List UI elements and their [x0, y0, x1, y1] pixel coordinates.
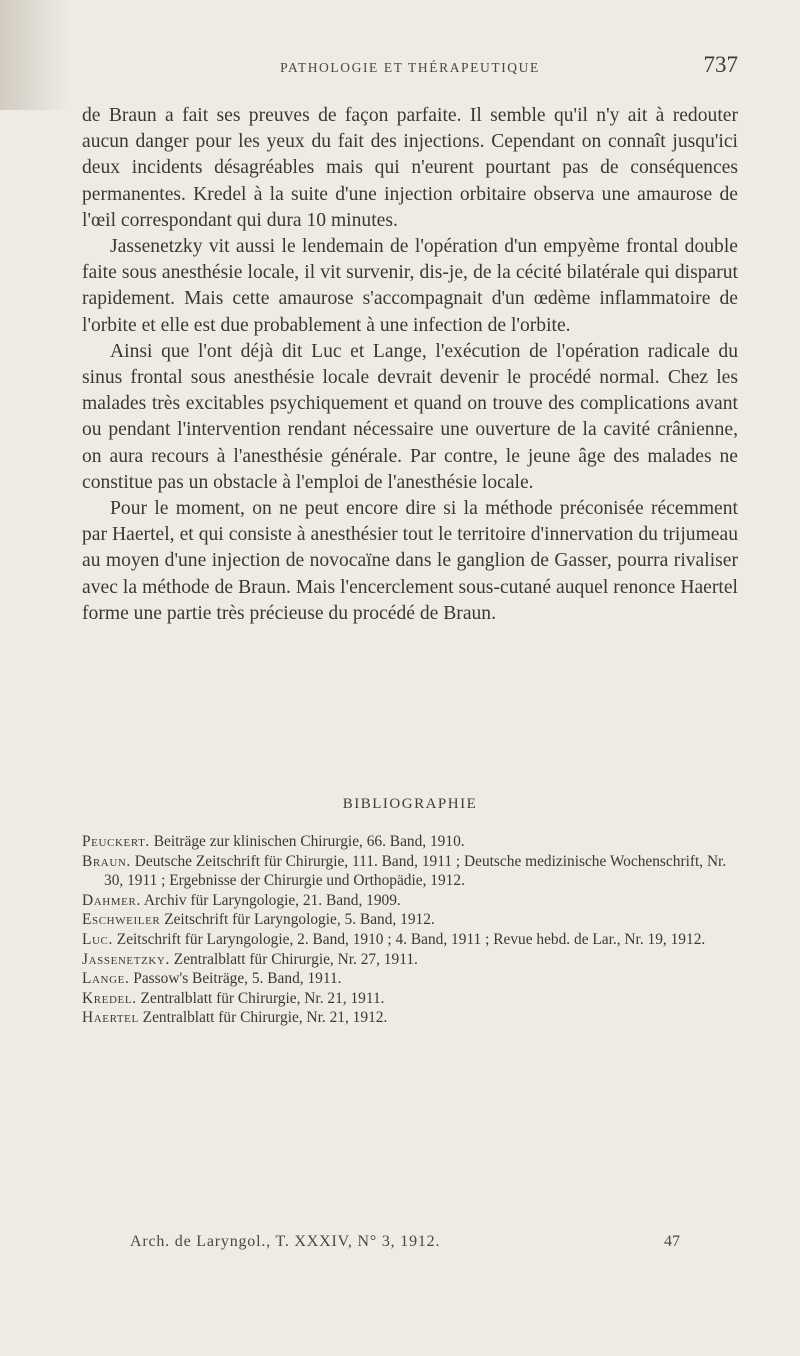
bibliography-entry: [82, 969, 738, 989]
paragraph-2: Jassenetzky vit aussi le lendemain de l'opération d'un empyème frontal double faite sous anesthésie locale, il vit survenir, dis-je, de la cécité bilatérale qui disparut rapidement. Mais cette amaurose s'accompagnait d'un œdème inflammatoire de l'orbite et elle est due probablement à une infection de l'orbite.: [82, 236, 738, 336]
bibliography-title: BIBLIOGRAPHIE: [342, 796, 478, 812]
entry-text: Zentralblatt für Chirurgie, Nr. 21, 1911.: [140, 989, 385, 1007]
bibliography-entry: [82, 989, 738, 1009]
entry-author: Braun.: [82, 852, 131, 870]
entry-text: Passow's Beiträge, 5. Band, 1911.: [133, 970, 342, 988]
entry-author: Lange.: [82, 970, 130, 988]
bibliography-list: [82, 832, 738, 1028]
entry-text: Zeitschrift für Laryngologie, 5. Band, 1912.: [164, 911, 435, 929]
signature-mark: 47: [664, 1233, 680, 1250]
page-footer: [90, 1233, 680, 1259]
entry-text: Zentralblatt für Chirurgie, Nr. 27, 1911.: [173, 950, 418, 968]
page-number: 737: [703, 52, 738, 77]
entry-author: Haertel: [82, 1009, 139, 1027]
bibliography-entry: [82, 930, 738, 950]
bibliography-entry: [82, 910, 738, 930]
bibliography-entry: [82, 832, 738, 852]
bibliography-entry: [82, 852, 738, 891]
entry-author: Peuckert.: [82, 833, 150, 850]
bibliography-entry: [82, 950, 738, 970]
entry-text: Archiv für Laryngologie, 21. Band, 1909.: [143, 891, 401, 909]
paragraph-1: de Braun a fait ses preuves de façon parfaite. Il semble qu'il n'y ait à redouter aucun danger pour les yeux du fait des injections. Cependant on connaît jusqu'ici deux incidents désagréables mais qui n'eurent pourtant pas de conséquences permanentes. Kredel à la suite d'une injection orbitaire observa une amaurose de l'œil correspondant qui dura 10 minutes.: [82, 105, 738, 231]
page-stain: [0, 0, 70, 110]
entry-author: Kredel.: [82, 989, 137, 1007]
entry-author: Luc.: [82, 930, 113, 948]
entry-author: Dahmer.: [82, 891, 141, 909]
entry-text: Zeitschrift für Laryngologie, 2. Band, 1910 ; 4. Band, 1911 ; Revue hebd. de Lar., Nr. 19, 1912.: [116, 930, 706, 948]
entry-text: Deutsche Zeitschrift für Chirurgie, 111. Band, 1911 ; Deutsche medizinische Wochenschrift, Nr. 30, 1911 ; Ergebnisse der Chirurgie und Orthopädie, 1912.: [104, 852, 727, 890]
entry-author: Eschweiler: [82, 911, 161, 929]
entry-text: Zentralblatt für Chirurgie, Nr. 21, 1912.: [142, 1009, 388, 1027]
page-header: [82, 52, 738, 82]
paragraph-4: Pour le moment, on ne peut encore dire si la méthode préconisée récemment par Haertel, et qui consiste à anesthésier tout le territoire d'innervation du trijumeau au moyen d'une injection de novocaïne dans le ganglion de Gasser, pourra rivaliser avec la méthode de Braun. Mais l'encerclement sous-cutané auquel renonce Haertel forme une partie très précieuse du procédé de Braun.: [82, 498, 738, 624]
journal-citation: Arch. de Laryngol., T. XXXIV, N° 3, 1912.: [130, 1233, 441, 1250]
body-text: [82, 103, 738, 627]
bibliography-entry: [82, 1008, 738, 1028]
paragraph-3: Ainsi que l'ont déjà dit Luc et Lange, l'exécution de l'opération radicale du sinus frontal sous anesthésie locale devrait devenir le procédé normal. Chez les malades très excitables psychiquement et quand on trouve des complications avant ou pendant l'intervention rendant nécessaire une ouverture de la cavité crânienne, on aura recours à l'anesthésie générale. Par contre, le jeune âge des malades ne constitue pas un obstacle à l'emploi de l'anesthésie locale.: [82, 340, 738, 493]
running-head: PATHOLOGIE ET THÉRAPEUTIQUE: [280, 60, 540, 75]
bibliography-entry: [82, 891, 738, 911]
entry-text: Beiträge zur klinischen Chirurgie, 66. Band, 1910.: [153, 833, 465, 850]
entry-author: Jassenetzky.: [82, 950, 170, 968]
